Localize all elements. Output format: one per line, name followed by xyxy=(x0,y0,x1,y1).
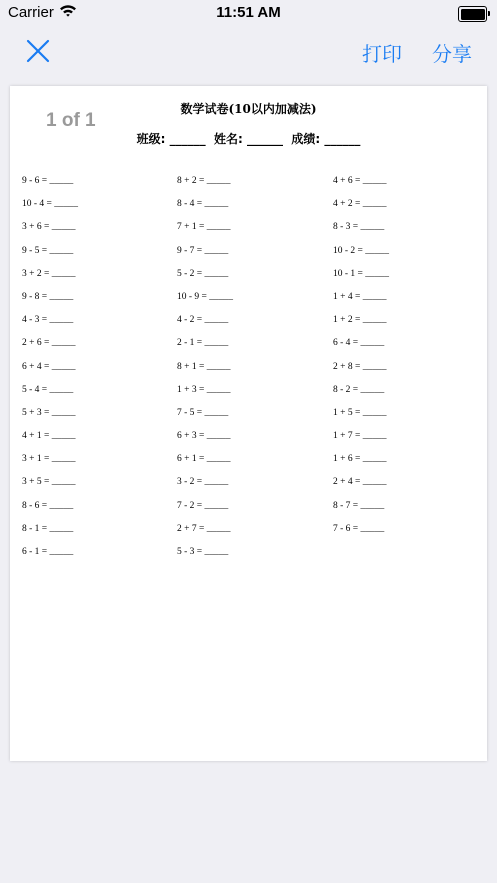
math-problem: 8 + 1 = _____ xyxy=(177,361,231,372)
math-problem: 10 - 2 = _____ xyxy=(333,245,390,256)
status-bar xyxy=(0,0,497,28)
math-problem: 2 + 7 = _____ xyxy=(177,523,231,534)
math-problem: 10 - 1 = _____ xyxy=(333,268,390,279)
math-problem: 9 - 7 = _____ xyxy=(177,245,229,256)
math-problem: 6 - 4 = _____ xyxy=(333,338,385,349)
problem-column-2 xyxy=(177,176,233,570)
status-time: 11:51 AM xyxy=(216,4,281,21)
math-problem: 8 - 1 = _____ xyxy=(22,523,74,534)
math-problem: 9 - 5 = _____ xyxy=(22,245,74,256)
math-problem: 8 - 7 = _____ xyxy=(333,500,385,511)
math-problem: 9 - 8 = _____ xyxy=(22,291,74,302)
math-problem: 5 - 3 = _____ xyxy=(177,547,229,557)
math-problem: 1 + 2 = _____ xyxy=(333,315,387,326)
math-problem: 6 + 3 = _____ xyxy=(177,431,231,442)
math-problem: 2 + 6 = _____ xyxy=(22,338,76,349)
math-problem: 2 - 1 = _____ xyxy=(177,338,229,349)
math-problem: 4 - 3 = _____ xyxy=(22,315,74,326)
math-problem: 1 + 7 = _____ xyxy=(333,431,387,442)
math-problem: 3 + 6 = _____ xyxy=(22,222,76,233)
battery-level xyxy=(461,9,485,20)
share-button[interactable]: 分享 xyxy=(432,42,472,66)
worksheet-title: 数学试卷(10以内加减法) xyxy=(180,102,317,116)
math-problem: 3 + 5 = _____ xyxy=(22,477,76,488)
problem-column-3 xyxy=(333,176,389,547)
math-problem: 4 + 6 = _____ xyxy=(333,176,387,186)
math-problem: 3 - 2 = _____ xyxy=(177,477,229,488)
math-problem: 3 + 2 = _____ xyxy=(22,268,76,279)
math-problem: 2 + 4 = _____ xyxy=(333,477,387,488)
math-problem: 1 + 4 = _____ xyxy=(333,291,387,302)
math-problem: 8 - 2 = _____ xyxy=(333,384,385,395)
math-problem: 3 + 1 = _____ xyxy=(22,454,76,465)
math-problem: 1 + 5 = _____ xyxy=(333,407,387,418)
print-button[interactable]: 打印 xyxy=(362,42,402,66)
math-problem: 8 - 4 = _____ xyxy=(177,199,229,210)
close-x-icon xyxy=(25,38,51,64)
math-problem: 7 + 1 = _____ xyxy=(177,222,231,233)
math-problem: 4 + 2 = _____ xyxy=(333,199,387,210)
math-problem: 1 + 6 = _____ xyxy=(333,454,387,465)
battery-icon xyxy=(458,6,487,22)
math-problem: 8 + 2 = _____ xyxy=(177,176,231,186)
math-problem: 4 - 2 = _____ xyxy=(177,315,229,326)
math-problem: 2 + 8 = _____ xyxy=(333,361,387,372)
math-problem: 10 - 4 = _____ xyxy=(22,199,79,210)
math-problem: 8 - 6 = _____ xyxy=(22,500,74,511)
nav-bar xyxy=(0,28,497,74)
math-problem: 5 - 4 = _____ xyxy=(22,384,74,395)
math-problem: 7 - 6 = _____ xyxy=(333,523,385,534)
math-problem: 5 + 3 = _____ xyxy=(22,407,76,418)
math-problem: 4 + 1 = _____ xyxy=(22,431,76,442)
math-problem: 5 - 2 = _____ xyxy=(177,268,229,279)
math-problem: 6 + 4 = _____ xyxy=(22,361,76,372)
problem-column-1 xyxy=(22,176,78,570)
close-button[interactable] xyxy=(25,38,51,64)
math-problem: 6 - 1 = _____ xyxy=(22,547,74,557)
math-problem: 8 - 3 = _____ xyxy=(333,222,385,233)
print-preview-page[interactable] xyxy=(10,86,487,761)
page-indicator: 1 of 1 xyxy=(46,110,96,131)
student-info-line: 班级: ______ 姓名: ______ 成绩: ______ xyxy=(136,132,361,146)
math-problem: 7 - 5 = _____ xyxy=(177,407,229,418)
math-problem: 9 - 6 = _____ xyxy=(22,176,74,186)
math-problem: 7 - 2 = _____ xyxy=(177,500,229,511)
math-problem: 1 + 3 = _____ xyxy=(177,384,231,395)
carrier-label: Carrier xyxy=(8,4,54,21)
math-problem: 6 + 1 = _____ xyxy=(177,454,231,465)
battery-cap xyxy=(488,11,490,16)
math-problem: 10 - 9 = _____ xyxy=(177,291,234,302)
